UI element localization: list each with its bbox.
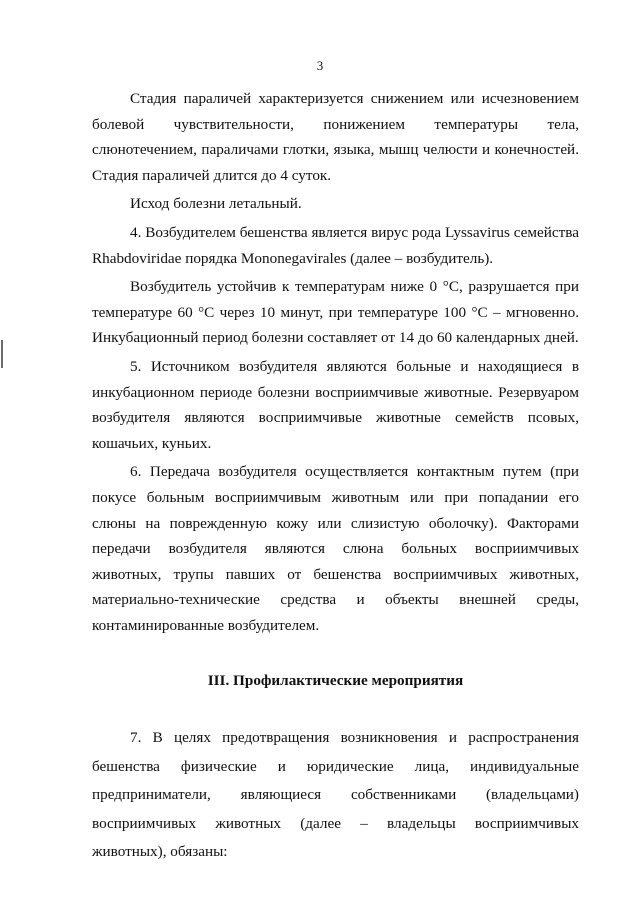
paragraph-obligations: 7. В целях предотвращения возникновения и распространения бешенства физические и юридические лица, индивидуальные предприниматели, являющиеся собственниками (владельцами) восприимчивых животных (далее – владельцы восприимчивых животных), обязаны: — [92, 729, 579, 861]
paragraph-paralysis-stage: Стадия параличей характеризуется снижением или исчезновением болевой чувствительности, понижением температуры тела, слюнотечением, параличами глотки, языка, мышц челюсти и конечностей. Стадия параличей длится до 4 суток. — [92, 90, 579, 184]
paragraph-transmission: 6. Передача возбудителя осуществляется контактным путем (при покусе больным восприимчивым животным или при попадании его слюны на поврежденную кожу или слизистую оболочку). Факторами передачи возбудителя являются слюна больных восприимчивых животных, трупы павших от бешенства восприимчивых животных, материально-технические средства и объекты внешней среды, контаминированные возбудителем. — [92, 463, 579, 634]
page-number: 3 — [316, 58, 324, 73]
section-heading: III. Профилактические мероприятия — [207, 672, 464, 690]
scan-edge-mark — [1, 340, 3, 368]
paragraph-source: 5. Источником возбудителя являются больные и находящиеся в инкубационном периоде болезни восприимчивые животные. Резервуаром возбудителя являются восприимчивые животные семейств псовых, кошачьих, куньих. — [92, 357, 579, 452]
paragraph-disease-outcome: Исход болезни летальный. — [130, 195, 302, 213]
paragraph-pathogen-resistance: Возбудитель устойчив к температурам ниже 0 °С, разрушается при температуре 60 °С через 10 минут, при температуре 100 °С – мгновенно. Инкубационный период болезни составляет от 14 до 60 календарных дней. — [92, 278, 579, 347]
document-body — [92, 86, 579, 867]
paragraph-pathogen: 4. Возбудителем бешенства является вирус рода Lyssavirus семейства Rhabdoviridae порядка Mononegavirales (далее – возбудитель). — [92, 223, 579, 267]
